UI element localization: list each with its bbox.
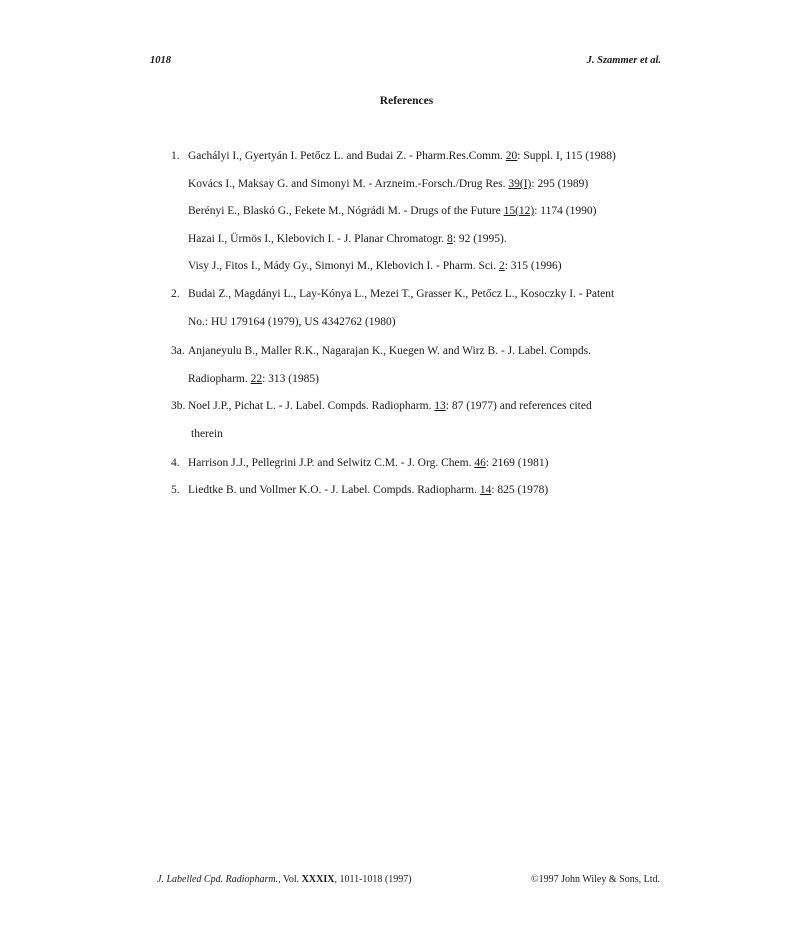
reference-line: Hazai I., Ürmös I., Klebovich I. - J. Planar Chromatogr. 8: 92 (1995). (188, 233, 507, 245)
reference-line: therein (191, 428, 223, 440)
journal-name: J. Labelled Cpd. Radiopharm., (157, 874, 281, 885)
reference-line: Noel J.P., Pichat L. - J. Label. Compds. Radiopharm. 13: 87 (1977) and references cited (188, 400, 592, 412)
reference-line: Radiopharm. 22: 313 (1985) (188, 373, 319, 385)
volume-number: XXXIX (301, 874, 335, 885)
reference-line: Kovács I., Maksay G. and Simonyi M. - Arzneim.-Forsch./Drug Res. 39(I): 295 (1989) (188, 178, 589, 190)
reference-line: Budai Z., Magdányi L., Lay-Kónya L., Mezei T., Grasser K., Petőcz L., Kosoczky I. - Patent (188, 288, 615, 300)
page-number: 1018 (150, 55, 171, 66)
reference-number: 5. (171, 484, 180, 496)
journal-citation: J. Labelled Cpd. Radiopharm., Vol. XXXIX, 1011-1018 (1997) (157, 874, 412, 885)
reference-number: 3a. (171, 345, 185, 357)
reference-line: Liedtke B. und Vollmer K.O. - J. Label. Compds. Radiopharm. 14: 825 (1978) (188, 484, 549, 496)
reference-line: Harrison J.J., Pellegrini J.P. and Selwitz C.M. - J. Org. Chem. 46: 2169 (1981) (188, 457, 549, 469)
reference-number: 4. (171, 457, 180, 469)
reference-number: 3b. (171, 400, 186, 412)
running-head: J. Szammer et al. (586, 55, 661, 66)
reference-line: Berényi E., Blaskó G., Fekete M., Nógrádi M. - Drugs of the Future 15(12): 1174 (1990) (188, 205, 597, 217)
reference-line: No.: HU 179164 (1979), US 4342762 (1980) (188, 316, 396, 328)
section-title: References (379, 95, 434, 107)
reference-line: Anjaneyulu B., Maller R.K., Nagarajan K., Kuegen W. and Wirz B. - J. Label. Compds. (188, 345, 592, 357)
reference-line: Visy J., Fitos I., Mády Gy., Simonyi M., Klebovich I. - Pharm. Sci. 2: 315 (1996) (188, 260, 562, 272)
reference-number: 2. (171, 288, 180, 300)
reference-number: 1. (171, 150, 180, 162)
copyright-notice: ©1997 John Wiley & Sons, Ltd. (531, 874, 660, 885)
reference-line: Gachályi I., Gyertyán I. Petőcz L. and Budai Z. - Pharm.Res.Comm. 20: Suppl. I, 115 (1988) (188, 150, 616, 162)
